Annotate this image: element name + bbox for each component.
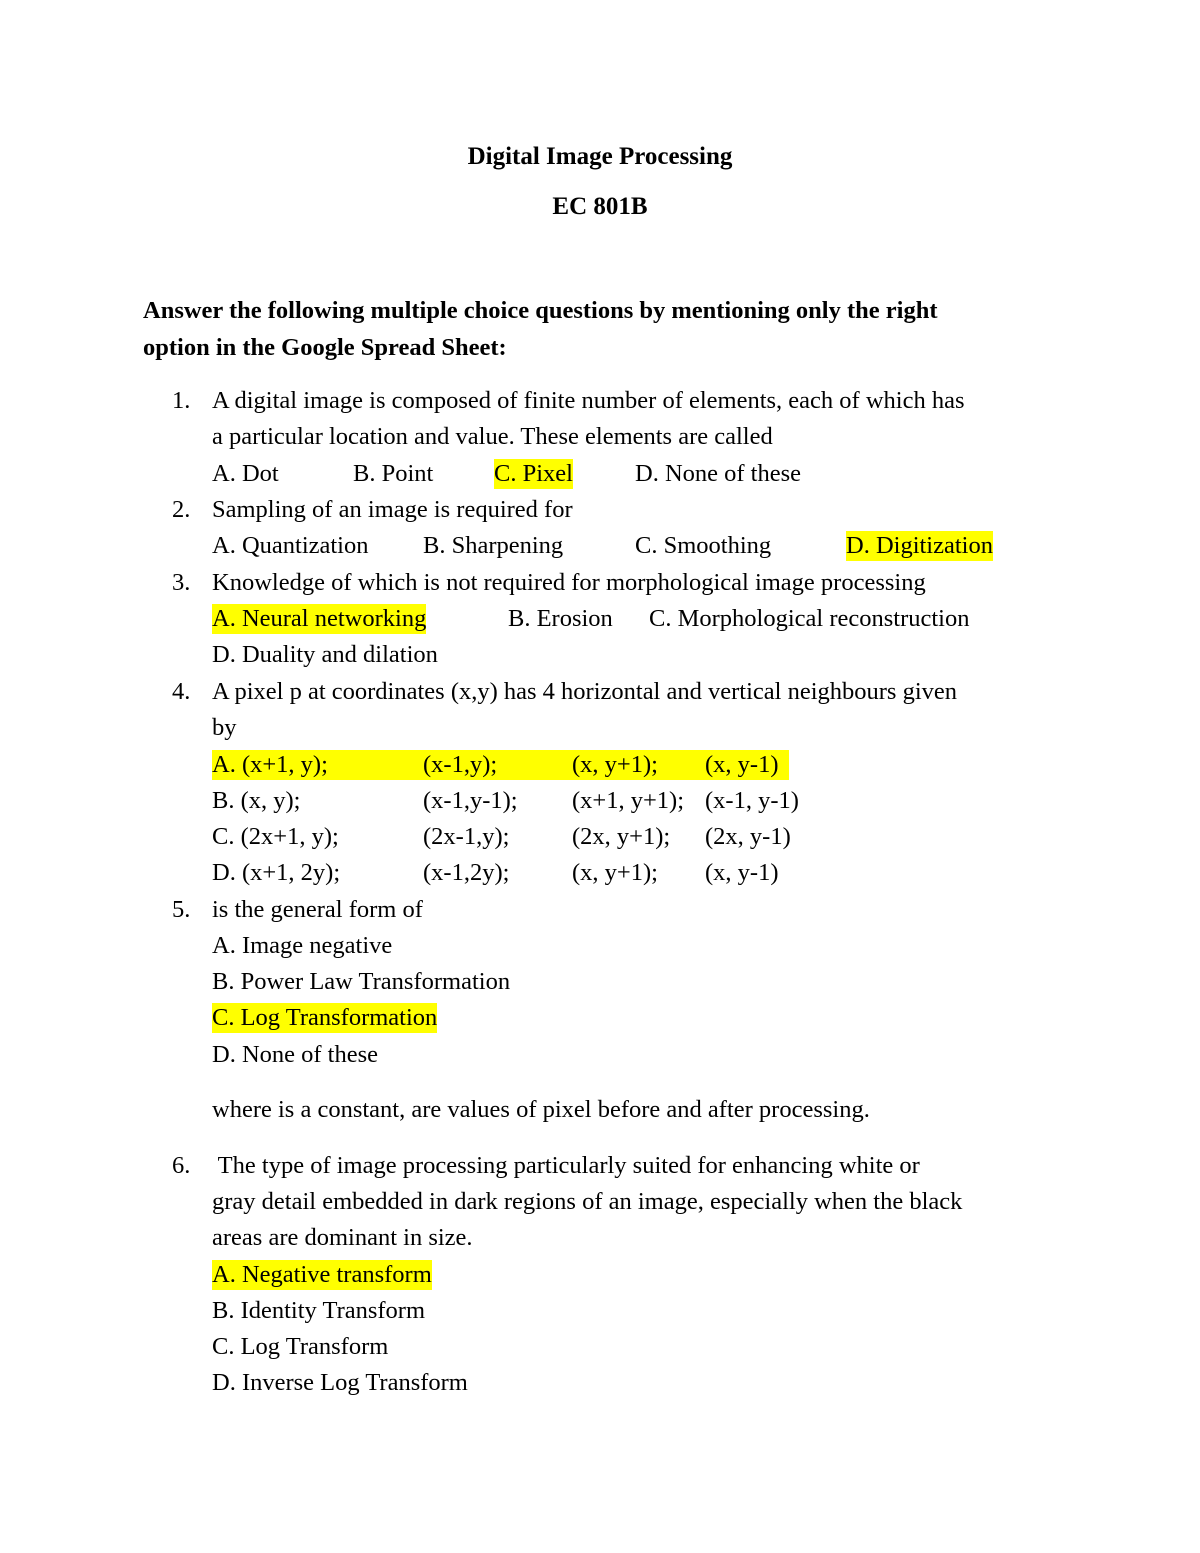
question-number: 4. xyxy=(172,678,191,705)
option-d-correct: D. Digitization xyxy=(846,532,993,559)
option-a-col1: A. (x+1, y); xyxy=(212,751,328,778)
option-c-correct: C. Pixel xyxy=(494,460,573,487)
option-b: B. Sharpening xyxy=(423,532,564,559)
question-number: 2. xyxy=(172,496,191,523)
option-c: C. Smoothing xyxy=(635,532,772,559)
instruction-line-2: option in the Google Spread Sheet: xyxy=(143,334,507,361)
question-text: A pixel p at coordinates (x,y) has 4 horizontal and vertical neighbours given xyxy=(212,678,958,705)
question-text: Knowledge of which is not required for morphological image processing xyxy=(212,569,926,596)
option-b-col2: (x-1,y-1); xyxy=(423,787,518,814)
option-a: A. Image negative xyxy=(212,932,393,959)
option-b-col3: (x+1, y+1); xyxy=(572,787,685,814)
question-number: 3. xyxy=(172,569,191,596)
option-c-col2: (2x-1,y); xyxy=(423,823,510,850)
instruction-line-1: Answer the following multiple choice questions by mentioning only the right xyxy=(143,297,938,324)
option-c-col1: C. (2x+1, y); xyxy=(212,823,339,850)
option-b-col1: B. (x, y); xyxy=(212,787,301,814)
question-text: by xyxy=(212,714,237,741)
option-c-col3: (2x, y+1); xyxy=(572,823,671,850)
question-number: 5. xyxy=(172,896,191,923)
question-text: The type of image processing particularly suited for enhancing white or xyxy=(212,1152,920,1179)
instructions xyxy=(143,292,1063,366)
question-text: areas are dominant in size. xyxy=(212,1224,473,1251)
option-b-col4: (x-1, y-1) xyxy=(705,787,799,814)
question-text: gray detail embedded in dark regions of an image, especially when the black xyxy=(212,1188,963,1215)
option-d: D. Duality and dilation xyxy=(212,641,438,668)
option-d-col4: (x, y-1) xyxy=(705,859,779,886)
option-a-col3: (x, y+1); xyxy=(572,751,658,778)
document-title: Digital Image Processing xyxy=(467,143,733,170)
option-a-correct: A. Negative transform xyxy=(212,1261,432,1288)
option-d-col1: D. (x+1, 2y); xyxy=(212,859,341,886)
option-d: D. Inverse Log Transform xyxy=(212,1369,468,1396)
option-c: C. Log Transform xyxy=(212,1333,389,1360)
course-code: EC 801B xyxy=(552,193,648,220)
option-d-col2: (x-1,2y); xyxy=(423,859,510,886)
option-b: B. Power Law Transformation xyxy=(212,968,511,995)
option-b: B. Erosion xyxy=(508,605,613,632)
question-text: Sampling of an image is required for xyxy=(212,496,573,523)
option-a-correct: A. Neural networking xyxy=(212,605,427,632)
option-a-col2: (x-1,y); xyxy=(423,751,498,778)
option-a: A. Quantization xyxy=(212,532,369,559)
option-c-col4: (2x, y-1) xyxy=(705,823,791,850)
option-d-col3: (x, y+1); xyxy=(572,859,658,886)
question-number: 1. xyxy=(172,387,191,414)
option-b: B. Identity Transform xyxy=(212,1297,426,1324)
option-b: B. Point xyxy=(353,460,434,487)
question-text: is the general form of xyxy=(212,896,423,923)
option-d: D. None of these xyxy=(212,1041,379,1068)
option-a-col4: (x, y-1) xyxy=(705,751,779,778)
question-text: A digital image is composed of finite number of elements, each of which has xyxy=(212,387,965,414)
question-note: where is a constant, are values of pixel before and after processing. xyxy=(212,1096,870,1123)
question-number: 6. xyxy=(172,1152,191,1179)
option-c: C. Morphological reconstruction xyxy=(649,605,970,632)
option-d: D. None of these xyxy=(635,460,802,487)
option-a: A. Dot xyxy=(212,460,279,487)
option-c-correct: C. Log Transformation xyxy=(212,1004,438,1031)
question-text: a particular location and value. These elements are called xyxy=(212,423,773,450)
